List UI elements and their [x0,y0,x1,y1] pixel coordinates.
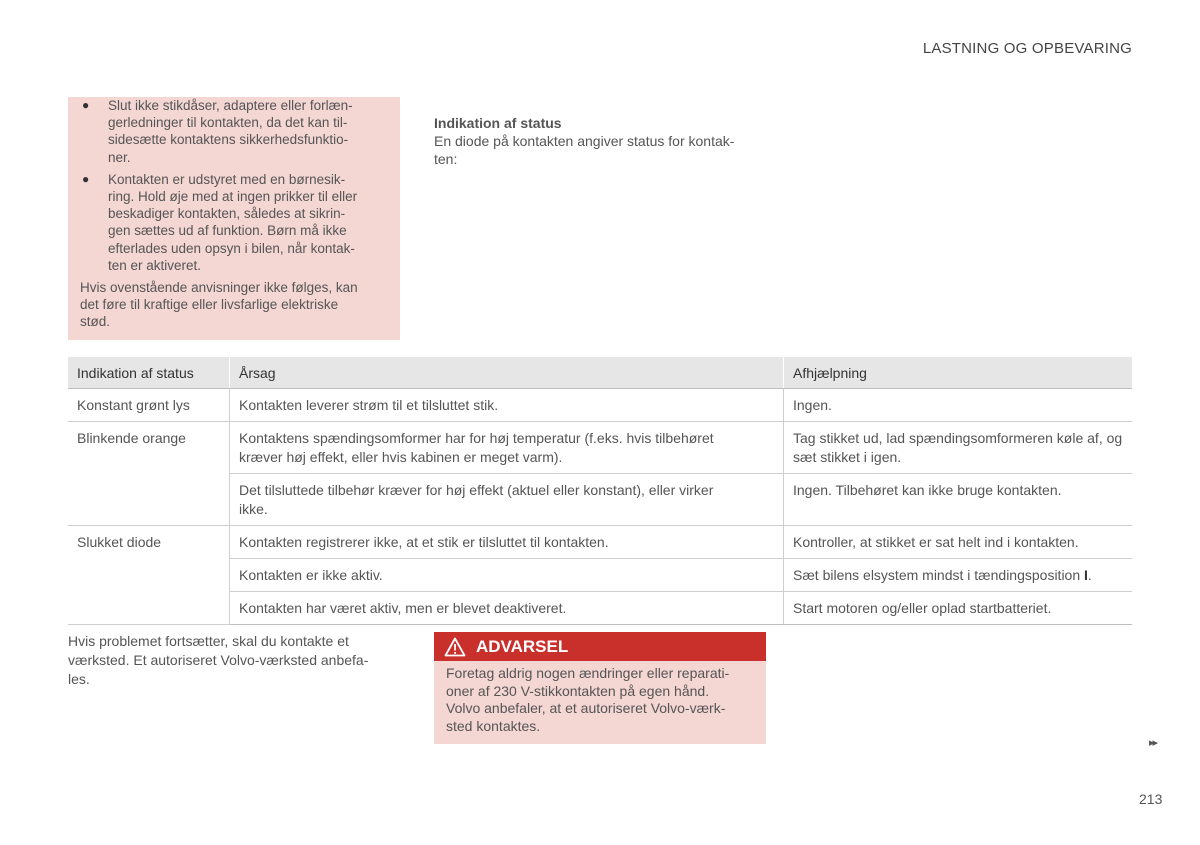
advarsel-body: Foretag aldrig nogen ændringer eller reparati- oner af 230 V-stikkontakten på egen hånd. Volvo anbefaler, at et autoriseret Volvo-værk- sted kontaktes. [446,665,730,734]
warning-bullet-text: Slut ikke stikdåser, adaptere eller forlæn- gerledninger til kontakten, da det kan til- sidesætte kontaktens sikkerhedsfunktio- ner. [108,98,353,165]
remedy-period: . [1087,567,1092,583]
warning-footer-text: Hvis ovenstående anvisninger ikke følges, kan det føre til kraftige eller livsfarlige elektriske stød. [80,280,358,330]
remedy-cell: Start motoren og/eller oplad startbatteriet. [784,592,1133,625]
remedy-cell: Ingen. [784,389,1133,422]
cause-cell: Kontakten har været aktiv, men er blevet deaktiveret. [230,592,784,625]
cause-cell: Kontakten registrerer ikke, at et stik er tilsluttet til kontakten. [230,526,784,559]
safety-warning-box [68,97,400,340]
status-table [68,357,1132,625]
status-heading: Indikation af status [434,115,562,131]
status-description: En diode på kontakten angiver status for kontak- ten: [434,133,735,167]
advarsel-title: ADVARSEL [476,636,569,656]
page-number: 213 [1139,791,1163,807]
bullet-icon: ● [82,171,90,186]
remedy-cell: Tag stikket ud, lad spændingsomformeren køle af, og sæt stikket i igen. [784,422,1133,474]
continue-arrow-icon: ▸▸ [1149,737,1157,749]
status-cell: Slukket diode [68,526,230,625]
table-row [68,526,1132,559]
table-header-row [68,357,1132,389]
status-cell: Konstant grønt lys [68,389,230,422]
status-cell: Blinkende orange [68,422,230,526]
ignition-position-label: I [1084,567,1088,583]
table-row [68,422,1132,474]
workshop-advice-text: Hvis problemet fortsætter, skal du kontakte et værksted. Et autoriseret Volvo-værksted anbefa- les. [68,633,369,687]
remedy-text: Sæt bilens elsystem mindst i tændingsposition [793,567,1085,583]
table-row [68,389,1132,422]
column-header-status: Indikation af status [68,357,230,389]
cause-cell: Kontakten er ikke aktiv. [230,559,784,592]
warning-bullet-item [80,97,388,166]
cause-cell: Kontakten leverer strøm til et tilsluttet stik. [230,389,784,422]
status-indication-block [434,114,764,168]
warning-bullet-list [80,97,388,274]
advarsel-warning-box [434,632,766,744]
cause-cell: Kontaktens spændingsomformer har for høj temperatur (f.eks. hvis tilbehøret kræver høj effekt, eller hvis kabinen er meget varm). [230,422,784,474]
cause-cell: Det tilsluttede tilbehør kræver for høj effekt (aktuel eller konstant), eller virker ikke. [230,474,784,526]
column-header-cause: Årsag [230,357,784,389]
warning-bullet-item [80,171,388,274]
section-title: LASTNING OG OPBEVARING [922,40,1132,57]
remedy-cell [784,559,1133,592]
remedy-cell: Ingen. Tilbehøret kan ikke bruge kontakten. [784,474,1133,526]
remedy-cell: Kontroller, at stikket er sat helt ind i kontakten. [784,526,1133,559]
advarsel-header [434,632,766,661]
warning-bullet-text: Kontakten er udstyret med en børnesik- ring. Hold øje med at ingen prikker til eller beskadiger kontakten, således at sikrin- gen sættes ud af funktion. Børn må ikke efterlades uden opsyn i bilen, når kontak- ten er aktiveret. [108,171,358,273]
warning-triangle-icon [444,637,466,657]
bullet-icon: ● [82,98,90,112]
column-header-remedy: Afhjælpning [784,357,1133,389]
